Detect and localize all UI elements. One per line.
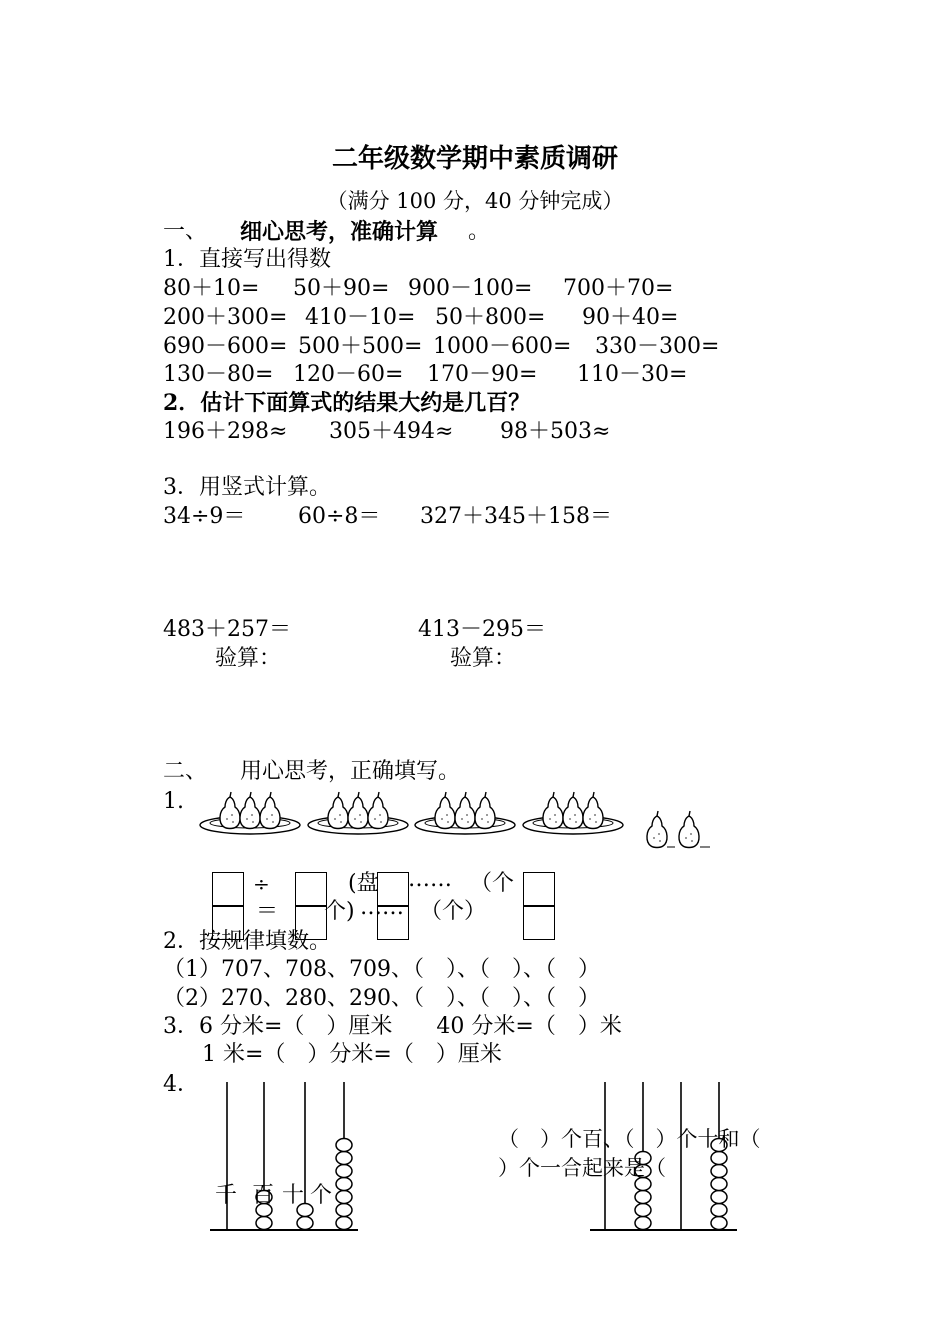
abacus-bead xyxy=(336,1152,352,1165)
calc-item: 130－80= xyxy=(163,362,274,387)
abacus-bead xyxy=(711,1152,727,1165)
unit-text: （个 xyxy=(470,871,515,896)
abacus-bead xyxy=(336,1178,352,1191)
estimate-item: 98＋503≈ xyxy=(500,419,611,444)
calc-item: 50＋800= xyxy=(435,305,546,330)
unit-text: （个） xyxy=(420,899,487,924)
divide-sign: ÷ xyxy=(253,872,270,896)
section2-heading: 用心思考，正确填写。 xyxy=(240,759,461,784)
page-title: 二年级数学期中素质调研 xyxy=(331,144,618,174)
calc-item: 80＋10= xyxy=(163,276,260,301)
q2-1-label: 1. xyxy=(163,789,184,814)
calc-item: 200＋300= xyxy=(163,305,288,330)
calc-item: 900－100= xyxy=(408,276,533,301)
answer-box[interactable] xyxy=(523,872,555,906)
q2-2-label: 2．按规律填数。 xyxy=(163,929,331,954)
calc-item: 50＋90= xyxy=(293,276,390,301)
vertical-calc-item: 60÷8＝ xyxy=(298,504,381,529)
abacus-bead xyxy=(711,1165,727,1178)
calc-item: 330－300= xyxy=(595,334,720,359)
calc-item: 690－600= xyxy=(163,334,288,359)
abacus-bead xyxy=(711,1204,727,1217)
abacus-bead xyxy=(711,1178,727,1191)
equals-sign: ＝ xyxy=(256,899,279,924)
answer-box[interactable] xyxy=(212,872,244,906)
q2-label: 2．估计下面算式的结果大约是几百？ xyxy=(163,390,531,416)
calc-item: 410－10= xyxy=(305,305,416,330)
abacus-bead xyxy=(635,1204,651,1217)
abacus-question-line2: ）个一合起来是（ xyxy=(498,1156,666,1180)
section2-number: 二、 xyxy=(163,759,208,784)
abacus-bead xyxy=(336,1204,352,1217)
abacus-bead xyxy=(635,1217,651,1230)
unit-text: (盘 xyxy=(348,871,379,896)
q1-label: 1．直接写出得数 xyxy=(163,247,331,272)
abacus-bead xyxy=(711,1191,727,1204)
abacus-bead xyxy=(336,1191,352,1204)
unit-text: 个) xyxy=(324,899,355,924)
vertical-calc-item: 34÷9＝ xyxy=(163,504,246,529)
calc-item: 90＋40= xyxy=(582,305,679,330)
estimate-item: 305＋494≈ xyxy=(329,419,454,444)
pattern-line: （2）270、280、290、（ ）、（ ）、（ ） xyxy=(163,986,600,1011)
place-label-thousands: 千 xyxy=(215,1183,238,1208)
check-label: 验算： xyxy=(215,646,282,671)
ellipsis: …… xyxy=(408,867,452,892)
estimate-item: 196＋298≈ xyxy=(163,419,288,444)
abacus-bead xyxy=(256,1217,272,1230)
abacus-question-line1: （ ）个百、（ ）个十和（ xyxy=(498,1127,761,1151)
pattern-line: （1）707、708、709、（ ）、（ ）、（ ） xyxy=(163,957,600,982)
unit-conversion-line: 3．6 分米=（ ）厘米 40 分米=（ ）米 xyxy=(163,1014,622,1039)
vertical-calc-item: 327＋345＋158＝ xyxy=(420,504,612,529)
abacus-left xyxy=(205,1078,365,1238)
section1-heading: 细心思考，准确计算 xyxy=(240,219,439,245)
q2-4-label: 4． xyxy=(163,1072,199,1097)
abacus-bead xyxy=(336,1165,352,1178)
place-label-ones: 个 xyxy=(310,1183,333,1208)
q3-label: 3．用竖式计算。 xyxy=(163,475,331,500)
vertical-calc-item: 483＋257＝ xyxy=(163,617,291,642)
abacus-bead xyxy=(336,1217,352,1230)
calc-item: 700＋70= xyxy=(563,276,674,301)
calc-item: 500＋500= xyxy=(298,334,423,359)
place-label-tens: 十 xyxy=(282,1183,305,1208)
calc-item: 110－30= xyxy=(577,362,688,387)
answer-box[interactable] xyxy=(295,872,327,906)
abacus-bead xyxy=(635,1191,651,1204)
section1-heading-end: 。 xyxy=(468,219,491,244)
answer-box[interactable] xyxy=(523,906,555,940)
abacus-bead xyxy=(297,1217,313,1230)
calc-item: 120－60= xyxy=(293,362,404,387)
ellipsis: …… xyxy=(360,895,404,920)
abacus-bead xyxy=(711,1217,727,1230)
vertical-calc-item: 413－295＝ xyxy=(418,617,546,642)
calc-item: 170－90= xyxy=(427,362,538,387)
unit-conversion-line: 1 米=（ ）分米=（ ）厘米 xyxy=(202,1042,502,1067)
pear-plates-illustration xyxy=(195,790,725,852)
section1-number: 一、 xyxy=(163,219,208,244)
page-subtitle: （满分 100 分，40 分钟完成） xyxy=(326,189,624,213)
place-label-hundreds: 百 xyxy=(252,1183,275,1208)
abacus-bead xyxy=(336,1139,352,1152)
calc-item: 1000－600= xyxy=(433,334,572,359)
check-label: 验算： xyxy=(450,646,517,671)
